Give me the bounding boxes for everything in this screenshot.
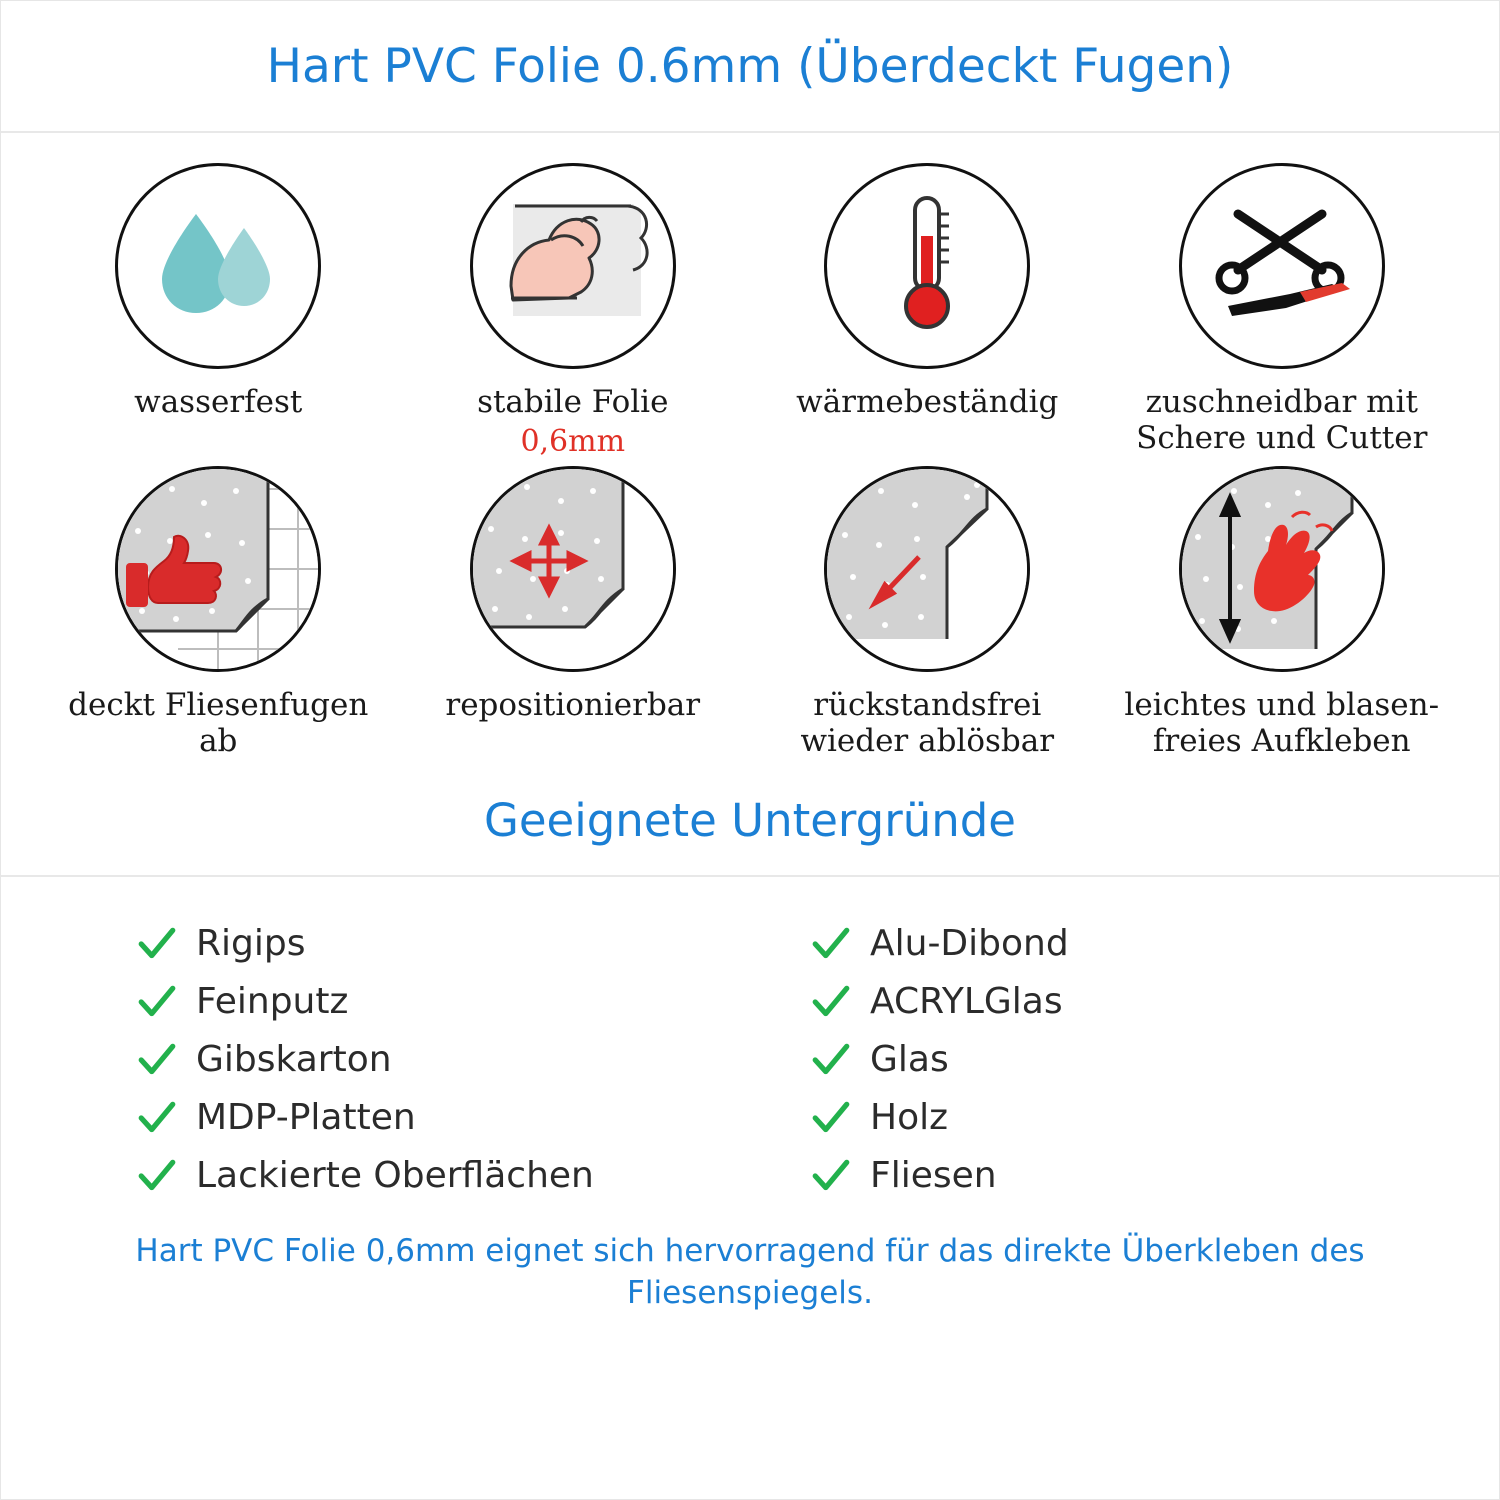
check-icon <box>810 981 852 1023</box>
scissors-cutter-icon <box>1179 163 1385 369</box>
move-arrows-foil-icon <box>470 466 676 672</box>
list-item <box>810 1089 1499 1147</box>
hand-smoothing-icon <box>1179 466 1385 672</box>
check-icon <box>810 1097 852 1139</box>
surfaces-column-right <box>750 915 1499 1205</box>
feature-caption <box>1117 385 1447 457</box>
surface-label: Lackierte Oberflächen <box>196 1155 594 1197</box>
feature-label: repositionierbar <box>445 686 701 723</box>
feature-sublabel: 0,6mm <box>520 423 626 459</box>
feature-caption <box>477 385 668 460</box>
surface-label: Holz <box>870 1097 948 1139</box>
check-icon <box>136 923 178 965</box>
feature-item <box>1105 163 1460 460</box>
surface-label: MDP-Platten <box>196 1097 416 1139</box>
feature-item <box>750 163 1105 460</box>
section-title: Geeignete Untergründe <box>1 794 1499 877</box>
feature-caption <box>1117 688 1447 760</box>
feature-item <box>41 466 396 760</box>
feature-item <box>1105 466 1460 760</box>
water-drops-icon <box>115 163 321 369</box>
list-item <box>810 973 1499 1031</box>
list-item <box>136 1147 750 1205</box>
feature-caption <box>796 385 1058 421</box>
surface-label: Rigips <box>196 923 306 965</box>
check-icon <box>136 1097 178 1139</box>
feature-label: wasserfest <box>134 384 303 420</box>
feature-label: wärmebeständig <box>796 384 1059 420</box>
feature-caption <box>762 688 1092 760</box>
list-item <box>136 915 750 973</box>
list-item <box>136 1031 750 1089</box>
header <box>1 1 1499 133</box>
list-item <box>136 1089 750 1147</box>
list-item <box>810 915 1499 973</box>
check-icon <box>136 1039 178 1081</box>
feature-grid <box>1 133 1499 760</box>
thermometer-icon <box>824 163 1030 369</box>
surface-label: ACRYLGlas <box>870 981 1063 1023</box>
feature-caption <box>445 688 700 724</box>
surface-label: Glas <box>870 1039 949 1081</box>
feature-label: zuschneidbar mit Schere und Cutter <box>1136 384 1428 456</box>
feature-item <box>396 163 751 460</box>
feature-label: leichtes und blasen-freies Aufkleben <box>1124 686 1440 759</box>
surface-label: Fliesen <box>870 1155 997 1197</box>
feature-item <box>750 466 1105 760</box>
surfaces-column-left <box>1 915 750 1205</box>
check-icon <box>136 1155 178 1197</box>
feature-item <box>41 163 396 460</box>
surface-label: Gibskarton <box>196 1039 392 1081</box>
feature-label: rückstandsfrei wieder ablösbar <box>800 686 1055 759</box>
check-icon <box>810 923 852 965</box>
peel-off-arrow-icon <box>824 466 1030 672</box>
list-item <box>810 1031 1499 1089</box>
page-title: Hart PVC Folie 0.6mm (Überdeckt Fugen) <box>266 38 1234 94</box>
footer-note: Hart PVC Folie 0,6mm eignet sich hervorragend für das direkte Überkleben des Fliesenspiegels. <box>135 1232 1365 1311</box>
list-item <box>810 1147 1499 1205</box>
feature-caption <box>53 688 383 760</box>
check-icon <box>136 981 178 1023</box>
feature-caption <box>134 385 302 421</box>
list-item <box>136 973 750 1031</box>
thumbs-up-tiles-icon <box>115 466 321 672</box>
check-icon <box>810 1039 852 1081</box>
surface-label: Feinputz <box>196 981 349 1023</box>
feature-item <box>396 466 751 760</box>
check-icon <box>810 1155 852 1197</box>
flexing-arm-foil-icon <box>470 163 676 369</box>
feature-label: stabile Folie <box>477 384 669 420</box>
feature-label: deckt Fliesenfugen ab <box>68 686 369 759</box>
surfaces-list <box>1 877 1499 1205</box>
surface-label: Alu-Dibond <box>870 923 1069 965</box>
